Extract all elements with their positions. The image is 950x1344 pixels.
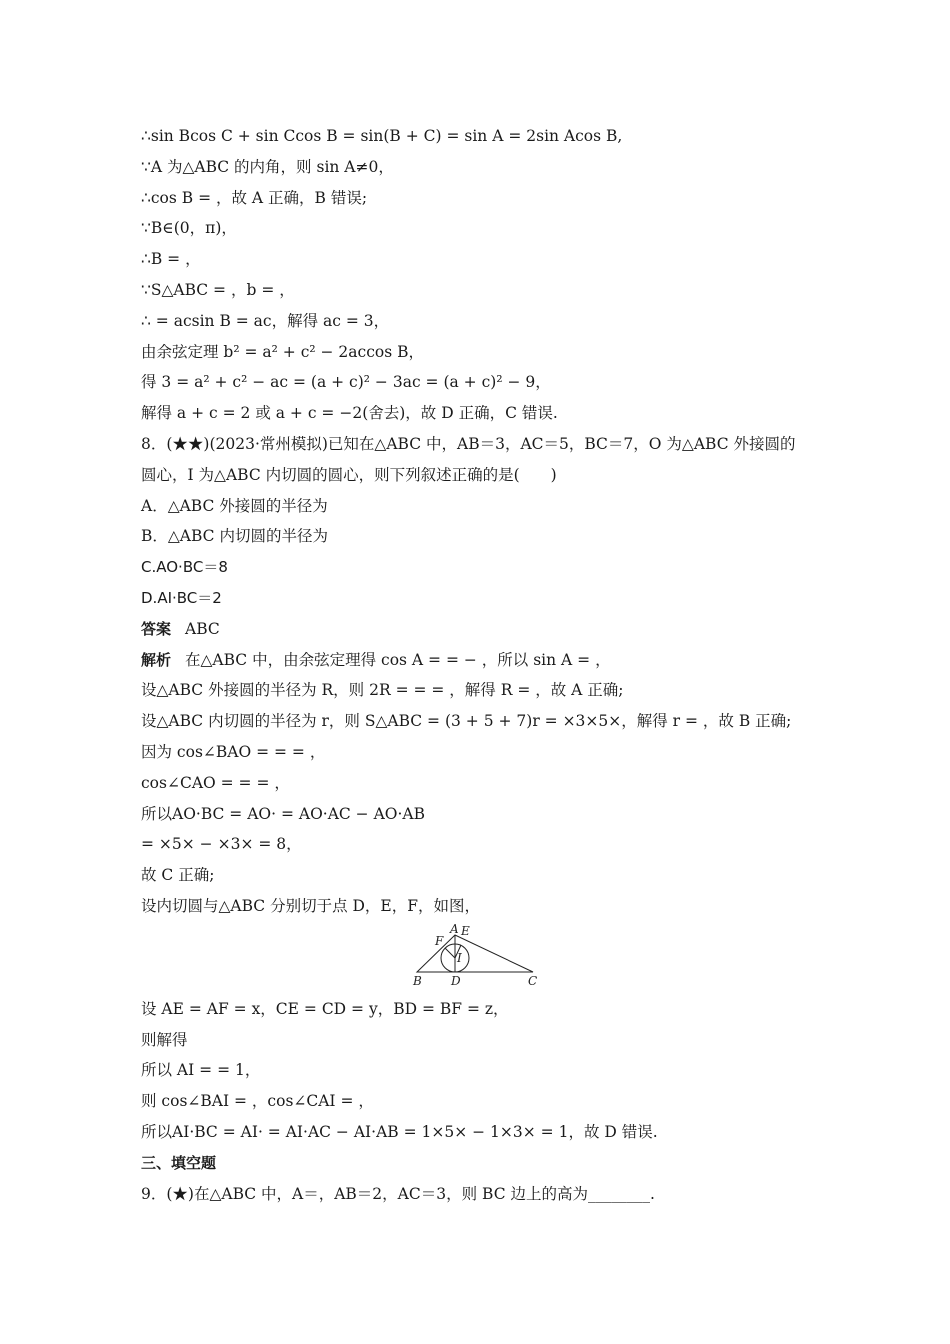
text-line: ∵S△ABC = ，b = ， [141,280,295,299]
text-line: 设 AE = AF = x，CE = CD = y，BD = BF = z， [141,999,509,1018]
text-line: ∴B = ， [141,250,201,269]
text-line: 得 3 = a² + c² − ac = (a + c)² − 3ac = (a + c)² − 9， [141,373,551,392]
text-line: ∴sin Bcos C + sin Ccos B = sin(B + C) = sin A = 2sin Acos B, [141,127,623,145]
label-c: C [528,973,538,988]
analysis-line [141,645,821,676]
text-line: 则解得 [141,1030,188,1049]
text-line: cos∠CAO = = = ， [141,773,290,792]
text-line: = ×5× − ×3× = 8， [141,835,302,854]
answer-label: 答案 [141,619,172,638]
question-8-stem: 8．(★★)(2023·常州模拟)已知在△ABC 中，AB＝3，AC＝5，BC＝7，O 为△ABC 外接圆的 [141,434,796,453]
label-e: E [461,923,470,938]
text-line: 设内切圆与△ABC 分别切于点 D，E，F，如图， [141,896,481,915]
text-line: 解得 a + c = 2 或 a + c = −2(舍去)，故 D 正确，C 错误. [141,404,558,423]
if-segment [445,948,455,958]
analysis-label: 解析 [141,650,172,669]
answer-value: ABC [185,619,220,638]
section-title: 三、填空题 [141,1153,217,1172]
option-c: C.AO·BC＝8 [141,558,228,577]
option-d: D.AI·BC＝2 [141,588,222,607]
option-b: B．△ABC 内切圆的半径为 [141,527,328,546]
text-line: ∵B∈(0，π)， [141,219,237,238]
text-line: ∵A 为△ABC 的内角，则 sin A≠0， [141,157,394,176]
text-line: 设△ABC 内切圆的半径为 r，则 S△ABC = (3 + 5 + 7)r = ×3×5×，解得 r = ，故 B 正确; [141,712,792,731]
triangle-diagram [411,922,541,988]
option-a: A．△ABC 外接圆的半径为 [141,496,328,515]
text-line: 所以AO·BC = AO· = AO·AC − AO·AB [141,804,426,823]
label-f: F [435,933,444,948]
label-i: I [457,950,462,965]
label-a: A [450,921,459,936]
question-9: 9．(★)在△ABC 中，A＝，AB＝2，AC＝3，则 BC 边上的高为________. [141,1184,655,1203]
text-line: ∴cos B = ，故 A 正确，B 错误; [141,188,368,207]
incircle-figure [141,922,821,994]
text-line: 由余弦定理 b² = a² + c² − 2accos B， [141,342,425,361]
document-body [141,121,821,1209]
label-d: D [451,973,461,988]
text-line: 所以AI·BC = AI· = AI·AC − AI·AB = 1×5× − 1×3× = 1，故 D 错误. [141,1122,658,1141]
answer-line [141,614,821,645]
text-line: 故 C 正确; [141,866,215,885]
text-line: 因为 cos∠BAO = = = ， [141,742,326,761]
question-8-stem-cont: 圆心，I 为△ABC 内切圆的圆心，则下列叙述正确的是( ) [141,465,557,484]
text-line: ∴ = acsin B = ac，解得 ac = 3， [141,311,390,330]
analysis-text: 在△ABC 中，由余弦定理得 cos A = = − ，所以 sin A = ， [185,650,611,669]
text-line: 则 cos∠BAI = ，cos∠CAI = ， [141,1092,374,1111]
text-line: 设△ABC 外接圆的半径为 R，则 2R = = = ，解得 R = ，故 A 正确; [141,681,624,700]
text-line: 所以 AI = = 1， [141,1061,261,1080]
label-b: B [413,973,422,988]
